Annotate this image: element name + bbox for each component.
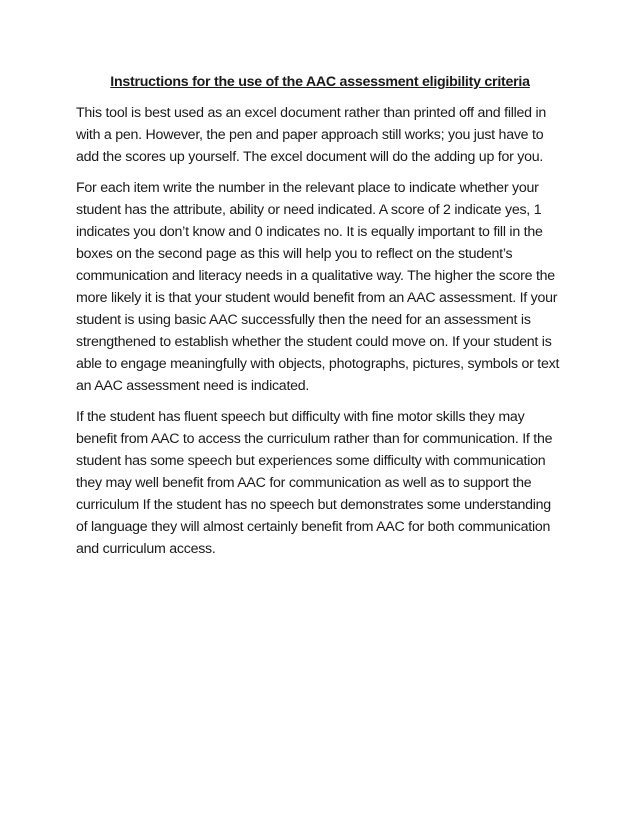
paragraph-tool-usage: This tool is best used as an excel document rather than printed off and filled in with a pen. However, the pen and paper approach still works; you just have to add the scores up yourself. The excel document will do the adding up for you. (76, 105, 547, 165)
page-title: Instructions for the use of the AAC assessment eligibility criteria (110, 74, 530, 90)
paragraph-scoring-instructions: For each item write the number in the relevant place to indicate whether your student has the attribute, ability or need indicated. A score of 2 indicate yes, 1 indicates you don’t know and 0 indicates no. It is equally important to fill in the boxes on the second page as this will help you to reflect on the student’s communication and literacy needs in a qualitative way. The higher the score the more likely it is that your student would benefit from an AAC assessment. If your student is using basic AAC successfully then the need for an assessment is strengthened to establish whether the student could move on. If your student is able to engage meaningfully with objects, photographs, pictures, symbols or text an AAC assessment need is indicated. (76, 180, 560, 394)
paragraph-aac-guidance: If the student has fluent speech but difficulty with fine motor skills they may benefit from AAC to access the curriculum rather than for communication. If the student has some speech but experiences some difficulty with communication they may well benefit from AAC for communication as well as to support the curriculum If the student has no speech but demonstrates some understanding of language they will almost certainly benefit from AAC for both communication and curriculum access. (76, 409, 553, 557)
